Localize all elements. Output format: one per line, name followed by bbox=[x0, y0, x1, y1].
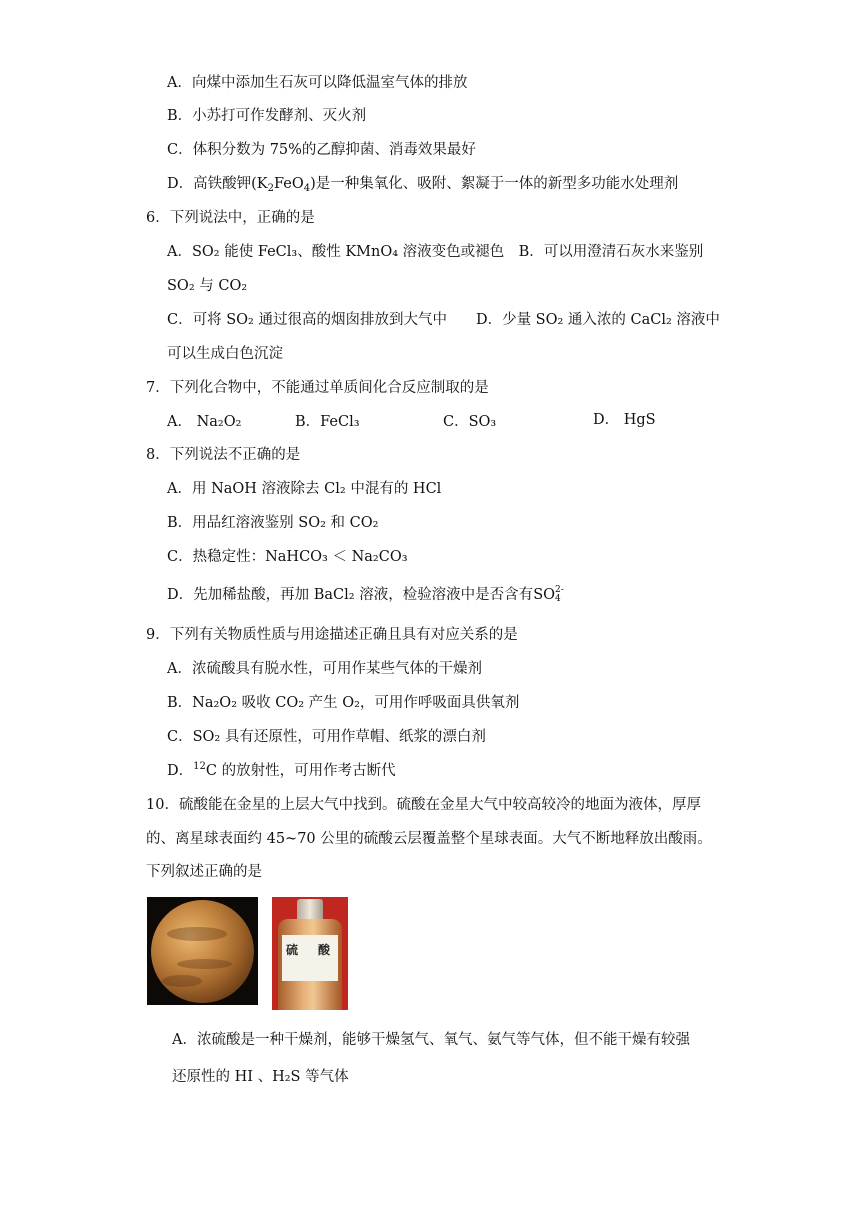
q6-line-3: C．可将 SO₂ 通过很高的烟囱排放到大气中 D．少量 SO₂ 通入浓的 CaCl₂ 溶液中 bbox=[167, 312, 720, 328]
q9-d-text-pre: D． bbox=[167, 763, 194, 779]
q8-d-text: D．先加稀盐酸，再加 BaCl₂ 溶液，检验溶液中是否含有 bbox=[167, 587, 534, 603]
sulfuric-acid-bottle-image bbox=[272, 897, 348, 1010]
sulfate-subscript: 4 bbox=[555, 594, 561, 604]
q6-line-4: 可以生成白色沉淀 bbox=[167, 346, 283, 362]
sulfate-charge: 2- bbox=[555, 585, 564, 595]
q7-option-c: C．SO₃ bbox=[443, 414, 497, 430]
q5-d-text-post: )是一种集氧化、吸附、絮凝于一体的新型多功能水处理剂 bbox=[310, 176, 679, 192]
q9-d-text-post: C 的放射性，可用作考古断代 bbox=[205, 763, 396, 779]
q8-option-c: C．热稳定性：NaHCO₃ ＜ Na₂CO₃ bbox=[167, 549, 408, 565]
q9-option-c: C．SO₂ 具有还原性，可用作草帽、纸浆的漂白剂 bbox=[167, 729, 486, 745]
venus-image bbox=[147, 897, 258, 1005]
q5-d-text-mid: FeO bbox=[274, 176, 304, 192]
q8-option-d bbox=[167, 585, 564, 605]
q10-option-a-line-2: 还原性的 HI 、H₂S 等气体 bbox=[172, 1069, 349, 1085]
q8-option-a: A．用 NaOH 溶液除去 Cl₂ 中混有的 HCl bbox=[167, 481, 442, 497]
q5-option-b: B．小苏打可作发酵剂、灭火剂 bbox=[167, 108, 367, 124]
q10-line-1: 10．硫酸能在金星的上层大气中找到。硫酸在金星大气中较高较冷的地面为液体，厚厚 bbox=[146, 797, 701, 813]
q7-option-b: B．FeCl₃ bbox=[295, 414, 360, 430]
q5-d-sub-2: 4 bbox=[303, 183, 311, 194]
q7-stem: 7．下列化合物中，不能通过单质间化合反应制取的是 bbox=[146, 380, 489, 396]
q7-option-d: D． HgS bbox=[593, 412, 656, 428]
q6-line-1: A．SO₂ 能使 FeCl₃、酸性 KMnO₄ 溶液变色或褪色 B．可以用澄清石灰水来鉴别 bbox=[167, 244, 704, 260]
q5-option-c: C．体积分数为 75%的乙醇抑菌、消毒效果最好 bbox=[167, 142, 476, 158]
q9-stem: 9．下列有关物质性质与用途描述正确且具有对应关系的是 bbox=[146, 627, 518, 643]
q10-option-a-line-1: A．浓硫酸是一种干燥剂，能够干燥氢气、氧气、氨气等气体，但不能干燥有较强 bbox=[172, 1032, 690, 1048]
sulfate-ion: SO bbox=[533, 587, 556, 603]
q5-option-d bbox=[167, 174, 678, 194]
q7-option-a: A． Na₂O₂ bbox=[167, 414, 242, 430]
q6-stem: 6．下列说法中，正确的是 bbox=[146, 210, 315, 226]
q10-line-3: 下列叙述正确的是 bbox=[146, 864, 262, 880]
q8-option-b: B．用品红溶液鉴别 SO₂ 和 CO₂ bbox=[167, 515, 379, 531]
q9-option-b: B．Na₂O₂ 吸收 CO₂ 产生 O₂，可用作呼吸面具供氧剂 bbox=[167, 695, 520, 711]
q6-line-2: SO₂ 与 CO₂ bbox=[167, 278, 248, 294]
q9-d-isotope-mass: 12 bbox=[193, 761, 206, 772]
q5-d-text-pre: D．高铁酸钾(K bbox=[167, 176, 268, 192]
q9-option-d bbox=[167, 761, 396, 781]
bottle-label: 硫 酸 bbox=[285, 943, 334, 957]
q5-option-a: A．向煤中添加生石灰可以降低温室气体的排放 bbox=[167, 75, 468, 91]
q10-line-2: 的、离星球表面约 45~70 公里的硫酸云层覆盖整个星球表面。大气不断地释放出酸雨。 bbox=[146, 831, 712, 847]
q5-d-sub-1: 2 bbox=[267, 183, 274, 194]
q8-stem: 8．下列说法不正确的是 bbox=[146, 447, 301, 463]
q9-option-a: A．浓硫酸具有脱水性，可用作某些气体的干燥剂 bbox=[167, 661, 482, 677]
